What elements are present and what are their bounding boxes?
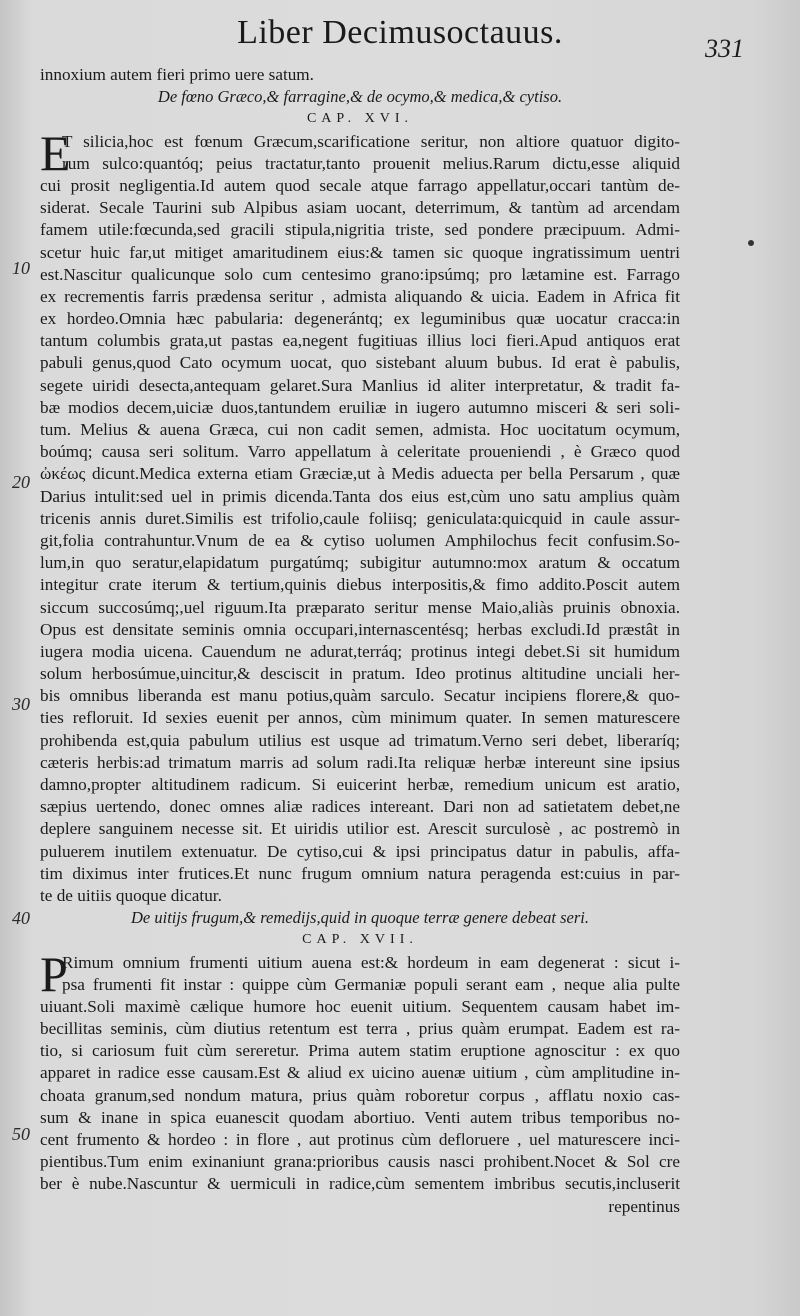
text-line: solum herbosúmue,uincitur,& desciscit in pratum. Ideo protinus altitudine unciali her- <box>40 664 680 684</box>
drop-capital: E <box>40 124 71 181</box>
text-line: famem utile:fœcunda,sed gracili stipula,nigritia triste, sed pondere præcipuum. Admi- <box>40 220 680 240</box>
text-line: damno,propter altitudinem radicum. Si euicerint herbæ, remedium unicum est aratio, <box>40 775 680 794</box>
catchword: repentinus <box>608 1196 680 1216</box>
chapter-heading: De fœno Græco,& farragine,& de ocymo,& medica,& cytiso. <box>157 87 563 107</box>
text-line: innoxium autem fieri primo uere satum. <box>40 65 314 84</box>
text-line: siderat. Secale Taurini sub Alpibus asiam uocant, deterrimum, & tantùm ad arcendam <box>40 198 680 218</box>
text-line: git,folia contrahuntur.Vnum de ea & cytiso uolumen Amphilochus fecit confusim.So- <box>40 530 680 550</box>
text-line: psa frumenti fit instar : quippe cùm Germaniæ populi serant eam , neque alia pulte <box>62 974 680 994</box>
text-line: lum,in quo seratur,elapidatum purgatúmq; subigitur autumno:mox aratum & occatum <box>40 553 680 573</box>
text-line: est.Nascitur qualicunque solo cum centesimo grano:ipsúmq; pro lætamine est. Farrago <box>40 264 680 284</box>
margin-line-numbers <box>0 0 40 1316</box>
text-line: sum & inane in spica euanescit quodam abortiuo. Venti autem tribus temporibus no- <box>40 1107 680 1127</box>
margin-line-number: 40 <box>12 908 30 928</box>
text-line: ber è nube.Nascuntur & uermiculi in radice,cùm sementem imbribus secutis,incluserit <box>40 1174 680 1194</box>
text-line: prohibenda est,quia pabulum utilius est usque ad trimatum.Verno seri debet, liberaríq; <box>40 730 680 750</box>
text-line: te de uitiis quoque dicatur. <box>40 885 222 905</box>
chapter-heading: De uitijs frugum,& remedijs,quid in quoque terræ genere debeat seri. <box>131 908 589 928</box>
text-line: pabuli genus,quod Cato ocymum uocat, quo sistebant aluum bubus. Id erat è pabulis, <box>40 353 680 373</box>
text-line: boúmq; causa seri solitum. Varro appellatum à celeritate proueniendi , è Græco quod <box>40 442 680 462</box>
text-line: siccum succosúmq;,uel riguum.Ita præparato seritur mense Maio,aliàs pruinis obnoxia. <box>40 597 680 617</box>
text-line: scetur huic far,ut mitiget amaritudinem eius:& tamen sic quoque ingratissimum uentri <box>40 242 680 262</box>
text-line: cent frumento & hordeo : in flore , aut protinus cùm defloruere , uel maturescere inci- <box>40 1130 680 1149</box>
text-line: sæpius uertendo, donec omnes aliæ radices intereant. Dari non ad satietatem debet,ne <box>40 797 680 817</box>
text-line: bæ modios decem,uiciæ duos,tantundem eruiliæ in iugero autumno misceri & seri soli- <box>40 397 680 417</box>
text-line: puluerem inutilem extenuatur. De cytiso,cui & ipsi principatus datur in pabulis, affa- <box>40 841 680 861</box>
text-body <box>40 64 680 1218</box>
text-line: tantum columbis grata,ut pastas ea,negent fugitiuas illius loci fieri.Apud antiquos erat <box>40 331 680 351</box>
page-number: 331 <box>705 34 744 63</box>
text-line: ex recrementis farris prædensa seritur , admista aliquando & uicia. Eadem in Africa fit <box>40 286 680 306</box>
text-line: bis omnibus liberanda est manu potius,quàm sarculo. Secatur incipiens florere,& quo- <box>40 686 680 706</box>
margin-line-number: 10 <box>12 258 30 278</box>
text-line: integitur crate iterum & tertium,quinis diebus interpositis,& fimo addito.Poscit autem <box>40 575 680 595</box>
text-line: segete uiridi desecta,antequam gelaret.Sura Manlius id aliter interpretatur, & tradit fa- <box>40 375 680 395</box>
text-line: cæteris herbis:ad trimatum marris ad solum radi.Ita reliquæ herbæ intereunt sine ipsius <box>40 752 680 772</box>
margin-line-number: 30 <box>12 694 30 714</box>
running-title: Liber Decimusoctauus. <box>237 14 563 51</box>
text-line: ex hordeo.Omnia hæc pabularia: degenerántq; ex leguminibus quæ uocatur cracca:in <box>40 309 680 329</box>
text-line: deplere sanguinem necesse sit. Et uiridis utilior est. Arescit surculosè , ac postremò in <box>40 819 680 839</box>
text-line: cui prosit negligentia.Id autem quod secale atque farrago appellatur,occari tantùm de- <box>40 175 680 195</box>
text-line: iugera modia uicena. Cauendum ne adurat,terráq; protinus integi debet.Si sit humidum <box>40 641 680 661</box>
text-line: uiuant.Soli maximè cælique humore hoc euenit uitium. Sequentem causam habet im- <box>40 996 680 1016</box>
text-line: tum. Melius & auena Græca, cui non cadit semen, admista. Hoc uocitatum ocymum, <box>40 420 680 439</box>
drop-capital: P <box>40 945 68 1002</box>
text-line: tricenis annis duret.Similis est trifolio,caule foliisq; geniculata:quicquid in caule assur- <box>40 508 680 528</box>
chapter-number: CAP. XVII. <box>302 932 418 948</box>
ink-spot <box>748 240 754 246</box>
text-line: Opus est densitate seminis omnia occupari,internascentésq; herbas excludi.Id præstât in <box>40 619 680 639</box>
text-line: Darius intulit:sed uel in primis dicenda.Tanta dos eius est,cùm uno satu amplius quàm <box>40 486 680 506</box>
text-line: ties refloruit. Id sexies euenit per annos, cùm minimum quater. In semen maturescere <box>40 708 680 728</box>
text-line: tim diximus inter frutices.Et nunc frugum omnium natura peragenda est:cuius in par- <box>40 863 680 883</box>
text-line: choata granum,sed nondum matura, prius quàm roboretur corpus , afflatu noxio cas- <box>40 1085 680 1105</box>
margin-line-number: 50 <box>12 1124 30 1144</box>
text-line: tio, si cariosum fuit cùm sereretur. Prima autem statim eruptione agnoscitur : ex quo <box>40 1041 680 1061</box>
text-line: apparet in radice esse causam.Est & aliud ex uicino auenæ uitium , cùm amplitudine in- <box>40 1063 680 1083</box>
text-line: ὠκέως dicunt.Medica externa etiam Græciæ,ut à Medis aduecta per bella Persarum , quæ <box>40 464 680 484</box>
text-line: rum sulco:quantóq; peius tractatur,tanto prouenit melius.Rarum dictu,esse aliquid <box>62 153 680 173</box>
text-line: pientibus.Tum enim exinaniunt grana:prioribus causis nasci prohibent.Nocet & Sol cre <box>40 1152 680 1172</box>
chapter-number: CAP. XVI. <box>306 111 414 127</box>
margin-line-number: 20 <box>12 472 30 492</box>
text-line-content: Rimum omnium frumenti uitium auena est:& hordeum in eam degenerat : sicut i- <box>62 952 680 972</box>
text-line-content: T silicia,hoc est fœnum Græcum,scarificatione seritur, non altiore quatuor digito- <box>62 131 680 151</box>
text-line: becillitas seminis, cùm diutius retentum est terra , prius quàm erumpat. Eadem est ra- <box>40 1019 680 1039</box>
